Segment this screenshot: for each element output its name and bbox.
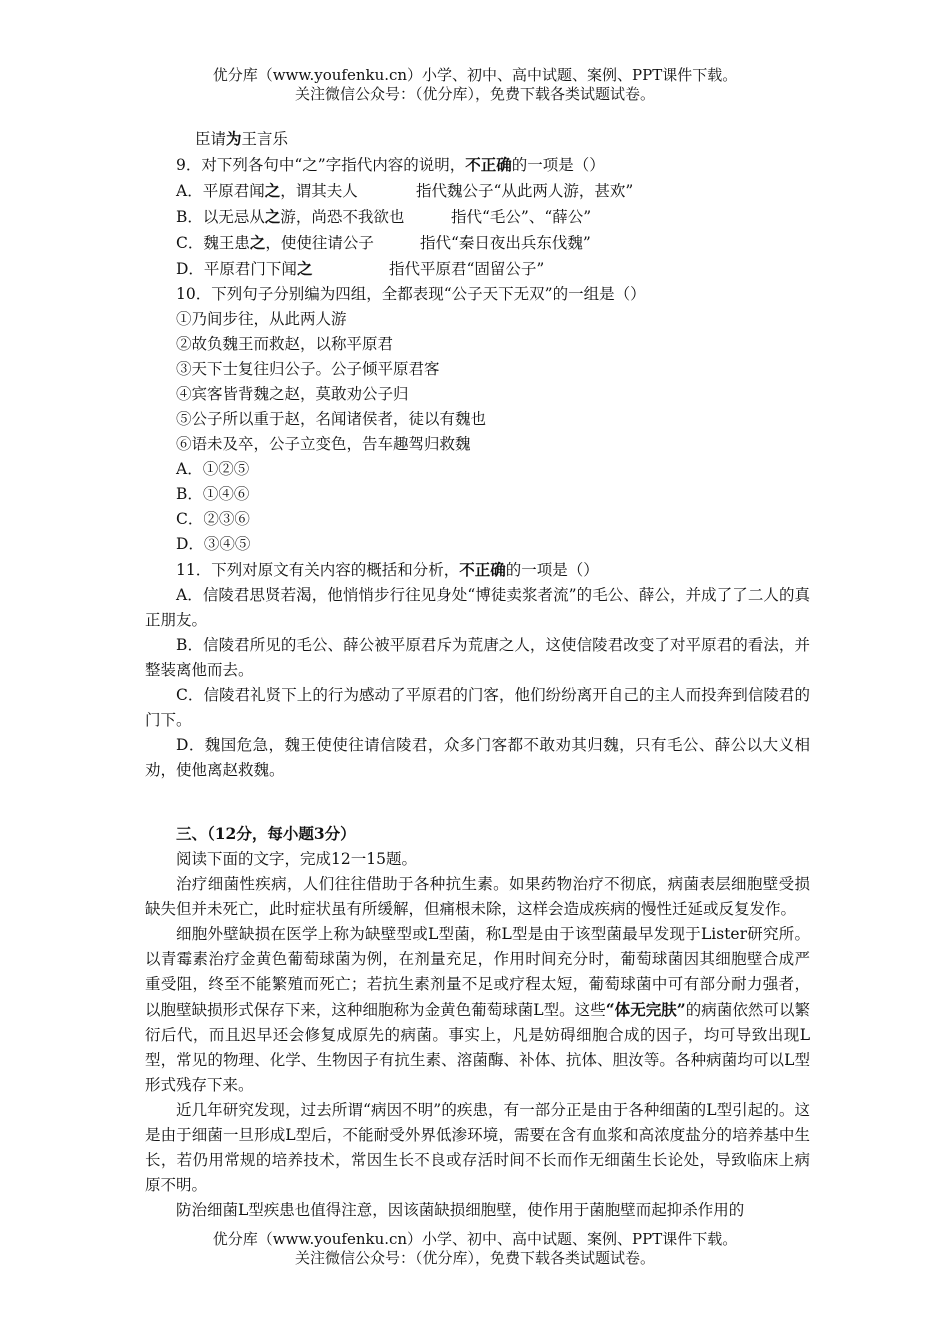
question-9-stem: 9．对下列各句中“之”字指代内容的说明，不正确的一项是（） bbox=[176, 155, 605, 174]
question-10-option-b: B．①④⑥ bbox=[176, 485, 250, 503]
question-10-option-d: D．③④⑤ bbox=[176, 535, 251, 553]
question-10-item: ⑤公子所以重于赵，名闻诸侯者，徒以有魏也 bbox=[176, 410, 487, 428]
question-10-item: ③天下士复往归公子。公子倾平原君客 bbox=[176, 360, 440, 378]
document-body bbox=[145, 126, 810, 1223]
question-9-option-a: A．平原君闻之，谓其夫人 指代魏公子“从此两人游，甚欢” bbox=[176, 181, 634, 200]
question-9-option-d: D．平原君门下闻之 指代平原君“固留公子” bbox=[176, 259, 545, 278]
question-10-stem: 10．下列句子分别编为四组，全都表现“公子天下无双”的一组是（） bbox=[176, 285, 646, 303]
header-line-1: 优分库（www.youfenku.cn）小学、初中、高中试题、案例、PPT课件下载。 bbox=[212, 66, 738, 84]
question-9-option-b: B．以无忌从之游，尚恐不我欲也 指代“毛公”、“薛公” bbox=[176, 207, 592, 226]
question-10-option-a: A．①②⑤ bbox=[176, 460, 250, 478]
section-gap bbox=[145, 783, 810, 821]
passage-paragraph-2: 细胞外壁缺损在医学上称为缺壁型或L型菌，称L型是由于该型菌最早发现于Lister研究所。以青霉素治疗金黄色葡萄球菌为例，在剂量充足，作用时间充分时，葡萄球菌因其细胞壁合成严重受阻，终至不能繁殖而死亡；若抗生素剂量不足或疗程太短，葡萄球菌中可有部分耐力强者，以胞壁缺损形式保存下来，这种细胞称为金黄色葡萄球菌L型。这些“体无完肤”的病菌依然可以繁衍后代，而且迟早还会修复成原先的病菌。事实上，凡是妨碍细胞合成的因子，均可导致出现L型，常见的物理、化学、生物因子有抗生素、溶菌酶、补体、抗体、胆汝等。各种病菌均可以L型形式残存下来。 bbox=[145, 925, 810, 1094]
page-header bbox=[0, 66, 950, 104]
question-10-item: ④宾客皆背魏之赵，莫敢劝公子归 bbox=[176, 385, 409, 403]
header-line-2: 关注微信公众号：（优分库），免费下载各类试题试卷。 bbox=[294, 85, 655, 103]
passage-paragraph-3: 近几年研究发现，过去所谓“病因不明”的疾患，有一部分正是由于各种细菌的L型引起的。这是由于细菌一旦形成L型后，不能耐受外界低渗环境，需要在含有血浆和高浓度盐分的培养基中生长，若仍用常规的培养技术，常因生长不良或存活时间不长而作无细菌生长论处，导致临床上病原不明。 bbox=[145, 1101, 810, 1194]
page-footer bbox=[0, 1230, 950, 1268]
question-11-stem: 11．下列对原文有关内容的概括和分析，不正确的一项是（） bbox=[176, 560, 599, 579]
question-10-item: ①乃间步往，从此两人游 bbox=[176, 310, 347, 328]
footer-line-2: 关注微信公众号：（优分库），免费下载各类试题试卷。 bbox=[294, 1249, 655, 1267]
footer-line-1: 优分库（www.youfenku.cn）小学、初中、高中试题、案例、PPT课件下载。 bbox=[212, 1230, 738, 1248]
question-11-option-a: A．信陵君思贤若渴，他悄悄步行往见身处“博徒卖浆者流”的毛公、薛公，并成了了二人的真正朋友。 bbox=[145, 586, 810, 629]
question-11-option-d: D．魏国危急，魏王使使往请信陵君，众多门客都不敢劝其归魏，只有毛公、薛公以大义相劝，使他离赵救魏。 bbox=[145, 736, 810, 779]
question-11-option-c: C．信陵君礼贤下上的行为感动了平原君的门客，他们纷纷离开自己的主人而投奔到信陵君的门下。 bbox=[145, 686, 810, 729]
question-10-item: ②故负魏王而救赵，以称平原君 bbox=[176, 335, 394, 353]
section-3-title: 三、（12分，每小题3分） bbox=[176, 824, 356, 843]
question-11-option-b: B．信陵君所见的毛公、薛公被平原君斥为荒唐之人，这使信陵君改变了对平原君的看法，并整装离他而去。 bbox=[145, 636, 810, 679]
question-9-option-c: C．魏王患之，使使往请公子 指代“秦日夜出兵东伐魏” bbox=[176, 233, 591, 252]
top-line: 臣请为王言乐 bbox=[195, 129, 289, 148]
question-10-item: ⑥语未及卒，公子立变色，告车趣驾归救魏 bbox=[176, 435, 471, 453]
question-10-option-c: C．②③⑥ bbox=[176, 510, 250, 528]
passage-paragraph-1: 治疗细菌性疾病，人们往往借助于各种抗生素。如果药物治疗不彻底，病菌表层细胞壁受损缺失但并未死亡，此时症状虽有所缓解，但痛根未除，这样会造成疾病的慢性迁延或反复发作。 bbox=[145, 875, 810, 918]
section-3-intro: 阅读下面的文字，完成12一15题。 bbox=[176, 850, 417, 868]
passage-paragraph-4: 防治细菌L型疾患也值得注意，因该菌缺损细胞壁，使作用于菌胞壁而起抑杀作用的 bbox=[176, 1201, 745, 1219]
